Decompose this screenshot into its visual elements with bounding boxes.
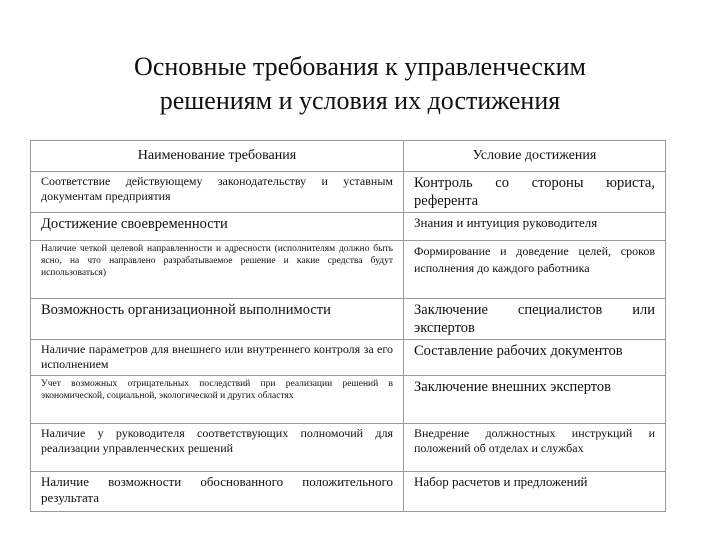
condition-cell: Знания и интуиция руководителя — [404, 213, 666, 241]
header-condition: Условие достижения — [404, 141, 666, 172]
condition-cell: Контроль со стороны юриста, референта — [404, 172, 666, 213]
condition-cell: Внедрение должностных инструкций и положений об отделах и службах — [404, 424, 666, 472]
table-row — [31, 172, 666, 213]
condition-cell: Составление рабочих документов — [404, 340, 666, 376]
table-row — [31, 213, 666, 241]
table-row — [31, 299, 666, 340]
table-row — [31, 376, 666, 424]
header-requirement: Наименование требования — [31, 141, 404, 172]
condition-cell: Набор расчетов и предложений — [404, 472, 666, 512]
table-row — [31, 472, 666, 512]
table-header-row — [31, 141, 666, 172]
condition-cell: Заключение внешних экспертов — [404, 376, 666, 424]
condition-cell: Формирование и доведение целей, сроков исполнения до каждого работника — [404, 241, 666, 299]
table-row — [31, 340, 666, 376]
requirement-cell: Наличие параметров для внешнего или внутреннего контроля за его исполнением — [31, 340, 404, 376]
page-title — [0, 50, 720, 118]
title-line-1: Основные требования к управленческим — [134, 52, 586, 81]
table-row — [31, 424, 666, 472]
condition-cell: Заключение специалистов или экспертов — [404, 299, 666, 340]
requirements-table — [30, 140, 666, 512]
title-line-2: решениям и условия их достижения — [159, 86, 561, 115]
requirement-cell: Наличие у руководителя соответствующих полномочий для реализации управленческих решений — [31, 424, 404, 472]
requirement-cell: Соответствие действующему законодательству и уставным документам предприятия — [31, 172, 404, 213]
requirement-cell: Наличие возможности обоснованного положительного результата — [31, 472, 404, 512]
requirement-cell: Достижение своевременности — [31, 213, 404, 241]
table-row — [31, 241, 666, 299]
requirement-cell: Наличие четкой целевой направленности и адресности (исполнителям должно быть ясно, на что направлено разрабатываемое решение и какие средства будут использоваться) — [31, 241, 404, 299]
requirement-cell: Учет возможных отрицательных последствий при реализации решений в экономической, социальной, экологической и других областях — [31, 376, 404, 424]
requirement-cell: Возможность организационной выполнимости — [31, 299, 404, 340]
